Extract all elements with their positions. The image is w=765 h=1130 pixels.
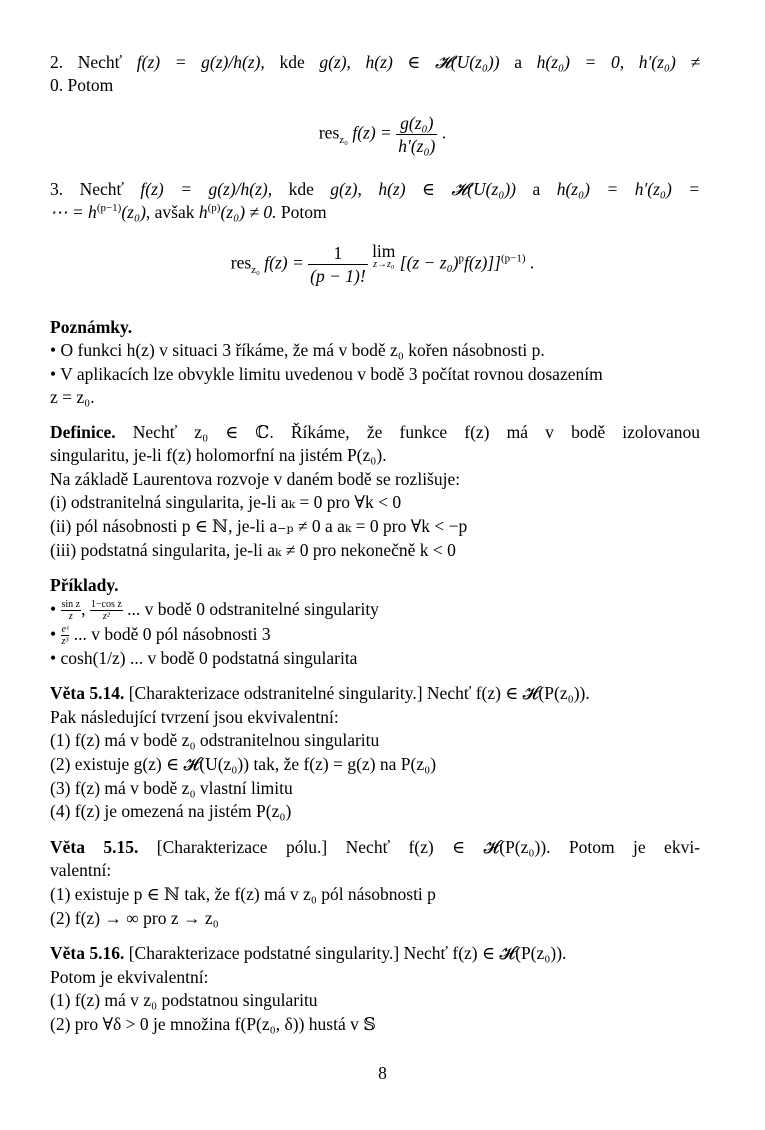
definition-heading: Definice. xyxy=(50,422,116,442)
examples-heading-text: Příklady. xyxy=(50,575,119,595)
definition-item: (ii) pól násobnosti p ∈ ℕ, je-li a₋ₚ ≠ 0 a aₖ = 0 pro ∀k < −p xyxy=(50,516,468,536)
formula-period: . xyxy=(529,252,535,273)
theorem-item: (2) f(z) → ∞ pro z → z₀ xyxy=(50,908,219,928)
fraction-numerator: g(z₀) xyxy=(396,112,437,135)
limit-operator: lim xyxy=(372,241,396,261)
theorem-514-line2: Pak následující tvrzení jsou ekvivalentní: xyxy=(50,707,339,727)
theorem-515-line2: valentní: xyxy=(50,860,112,880)
item3-math: g(z), h(z) ∈ 𝓗(U(z₀)) xyxy=(330,179,517,199)
examples-heading xyxy=(50,574,119,596)
formula-lhs: f(z) = xyxy=(264,252,304,273)
theorem-516-line1 xyxy=(50,942,566,964)
fraction-denominator: z³ xyxy=(61,636,69,648)
fraction xyxy=(308,242,368,287)
fraction xyxy=(396,112,437,157)
fraction xyxy=(90,599,123,622)
item2-math: g(z), h(z) ∈ 𝓗(U(z₀)) xyxy=(319,52,500,72)
theorem-515-line1 xyxy=(50,836,700,858)
res-operator: res xyxy=(318,122,340,143)
item3-line1 xyxy=(50,178,700,200)
theorem-514-line1 xyxy=(50,682,590,704)
formula-body: [(z − z₀) xyxy=(399,252,459,273)
item3-text: a xyxy=(532,179,541,199)
fraction xyxy=(61,599,82,622)
fraction xyxy=(61,624,70,647)
item3-math: ⋯ = h xyxy=(50,202,97,222)
definition-text: Nechť z₀ ∈ ℂ. Říkáme, že funkce f(z) má v bodě izolovanou xyxy=(132,422,701,442)
theorem-heading: Věta 5.14. xyxy=(50,683,125,703)
definition-item: (iii) podstatná singularita, je-li aₖ ≠ 0 pro nekonečně k < 0 xyxy=(50,540,456,560)
theorem-item: (1) existuje p ∈ ℕ tak, že f(z) má v z₀ pól násobnosti p xyxy=(50,884,436,904)
limit xyxy=(372,242,395,270)
theorem-text: [Charakterizace odstranitelné singularity.] Nechť f(z) ∈ 𝓗(P(z₀)). xyxy=(128,683,590,703)
theorem-item: (1) f(z) má v bodě z₀ odstranitelnou singularitu xyxy=(50,730,380,750)
fraction-numerator: sin z xyxy=(61,599,81,611)
superscript: (p−1) xyxy=(96,202,122,215)
notes-bullet-2-line1: • V aplikacích lze obvykle limitu uvedenou v bodě 3 počítat rovnou dosazením xyxy=(50,364,603,384)
item3-math: h(z₀) = h′(z₀) = xyxy=(556,179,701,199)
fraction-denominator: z xyxy=(68,611,73,623)
example-1: • $\frac{\text{sin z}}{z}$ , $\frac{\text{1−cos z}}{\text{z²}}$ ... v bodě 0 odstranitelné singularity xyxy=(50,599,379,623)
theorem-item: (2) existuje g(z) ∈ 𝓗(U(z₀)) tak, že f(z) = g(z) na P(z₀) xyxy=(50,754,437,774)
item3-formula xyxy=(0,242,765,287)
theorem-item: (4) f(z) je omezená na jistém P(z₀) xyxy=(50,801,292,821)
example-3: • cosh(1/z) ... v bodě 0 podstatná singularita xyxy=(50,648,358,668)
formula-lhs: f(z) = xyxy=(352,122,392,143)
fraction-denominator: h′(z₀) xyxy=(398,136,436,156)
theorem-text: [Charakterizace pólu.] Nechť f(z) ∈ 𝓗(P(z₀)). Potom je ekvi- xyxy=(156,837,701,857)
definition-line2: singularitu, je-li f(z) holomorfní na jistém P(z₀). xyxy=(50,445,387,465)
item2-line1 xyxy=(50,51,700,73)
page-number: 8 xyxy=(378,1063,387,1083)
item3-math: f(z) = g(z)/h(z), xyxy=(140,179,273,199)
item2-text: kde xyxy=(279,52,305,72)
item2-math: f(z) = g(z)/h(z), xyxy=(136,52,265,72)
notes-bullet-2-line2: z = z₀. xyxy=(50,387,95,407)
limit-subscript: z→z₀ xyxy=(373,259,395,270)
item3-line2 xyxy=(50,201,327,223)
formula-period: . xyxy=(441,122,447,143)
fraction-denominator: (p − 1)! xyxy=(310,266,366,286)
item3-math: (z₀), xyxy=(121,202,151,222)
example-text: ... v bodě 0 pól násobnosti 3 xyxy=(73,624,271,644)
item2-math: h(z₀) = 0, h′(z₀) ≠ xyxy=(536,52,701,72)
theorem-516-line2: Potom je ekvivalentní: xyxy=(50,967,209,987)
superscript: (p) xyxy=(207,202,221,215)
res-subscript: z₀ xyxy=(251,264,260,277)
superscript: (p−1) xyxy=(500,252,526,265)
item3-math: h xyxy=(198,202,208,222)
item2-line2: 0. Potom xyxy=(50,75,114,95)
item3-label: 3. Nechť xyxy=(50,179,124,199)
theorem-heading: Věta 5.16. xyxy=(50,943,125,963)
notes-heading-text: Poznámky. xyxy=(50,317,133,337)
fraction-denominator: z² xyxy=(102,611,110,623)
fraction-numerator: 1 xyxy=(308,242,368,265)
bullet: • xyxy=(50,599,57,619)
theorem-item: (2) pro ∀δ > 0 je množina f(P(z₀, δ)) hustá v 𝕊 xyxy=(50,1014,376,1034)
fraction-numerator: 1−cos z xyxy=(90,599,122,611)
bullet: • xyxy=(50,624,57,644)
notes-bullet-1: • O funkci h(z) v situaci 3 říkáme, že má v bodě z₀ kořen násobnosti p. xyxy=(50,340,545,360)
formula-body: f(z)]] xyxy=(464,252,501,273)
superscript: p xyxy=(458,252,465,265)
item2-formula xyxy=(0,112,765,157)
fraction-numerator: eᶻ xyxy=(61,624,69,636)
item2-label: 2. Nechť xyxy=(50,52,123,72)
example-2 xyxy=(50,623,271,647)
definition-line3: Na základě Laurentova rozvoje v daném bodě se rozlišuje: xyxy=(50,469,461,489)
theorem-heading: Věta 5.15. xyxy=(50,837,139,857)
item3-text: kde xyxy=(288,179,314,199)
theorem-item: (1) f(z) má v z₀ podstatnou singularitu xyxy=(50,990,318,1010)
item3-text: avšak xyxy=(154,202,195,222)
res-operator: res xyxy=(230,252,252,273)
item3-text: Potom xyxy=(280,202,327,222)
notes-heading xyxy=(50,316,132,338)
definition-item: (i) odstranitelná singularita, je-li aₖ = 0 pro ∀k < 0 xyxy=(50,492,402,512)
theorem-item: (3) f(z) má v bodě z₀ vlastní limitu xyxy=(50,778,293,798)
item2-text: a xyxy=(514,52,522,72)
theorem-text: [Charakterizace podstatné singularity.] Nechť f(z) ∈ 𝓗(P(z₀)). xyxy=(128,943,567,963)
res-subscript: z₀ xyxy=(339,134,348,147)
definition-line1 xyxy=(50,421,700,443)
item3-math: (z₀) ≠ 0. xyxy=(220,202,277,222)
example-text: ... v bodě 0 odstranitelné singularity xyxy=(127,599,379,619)
